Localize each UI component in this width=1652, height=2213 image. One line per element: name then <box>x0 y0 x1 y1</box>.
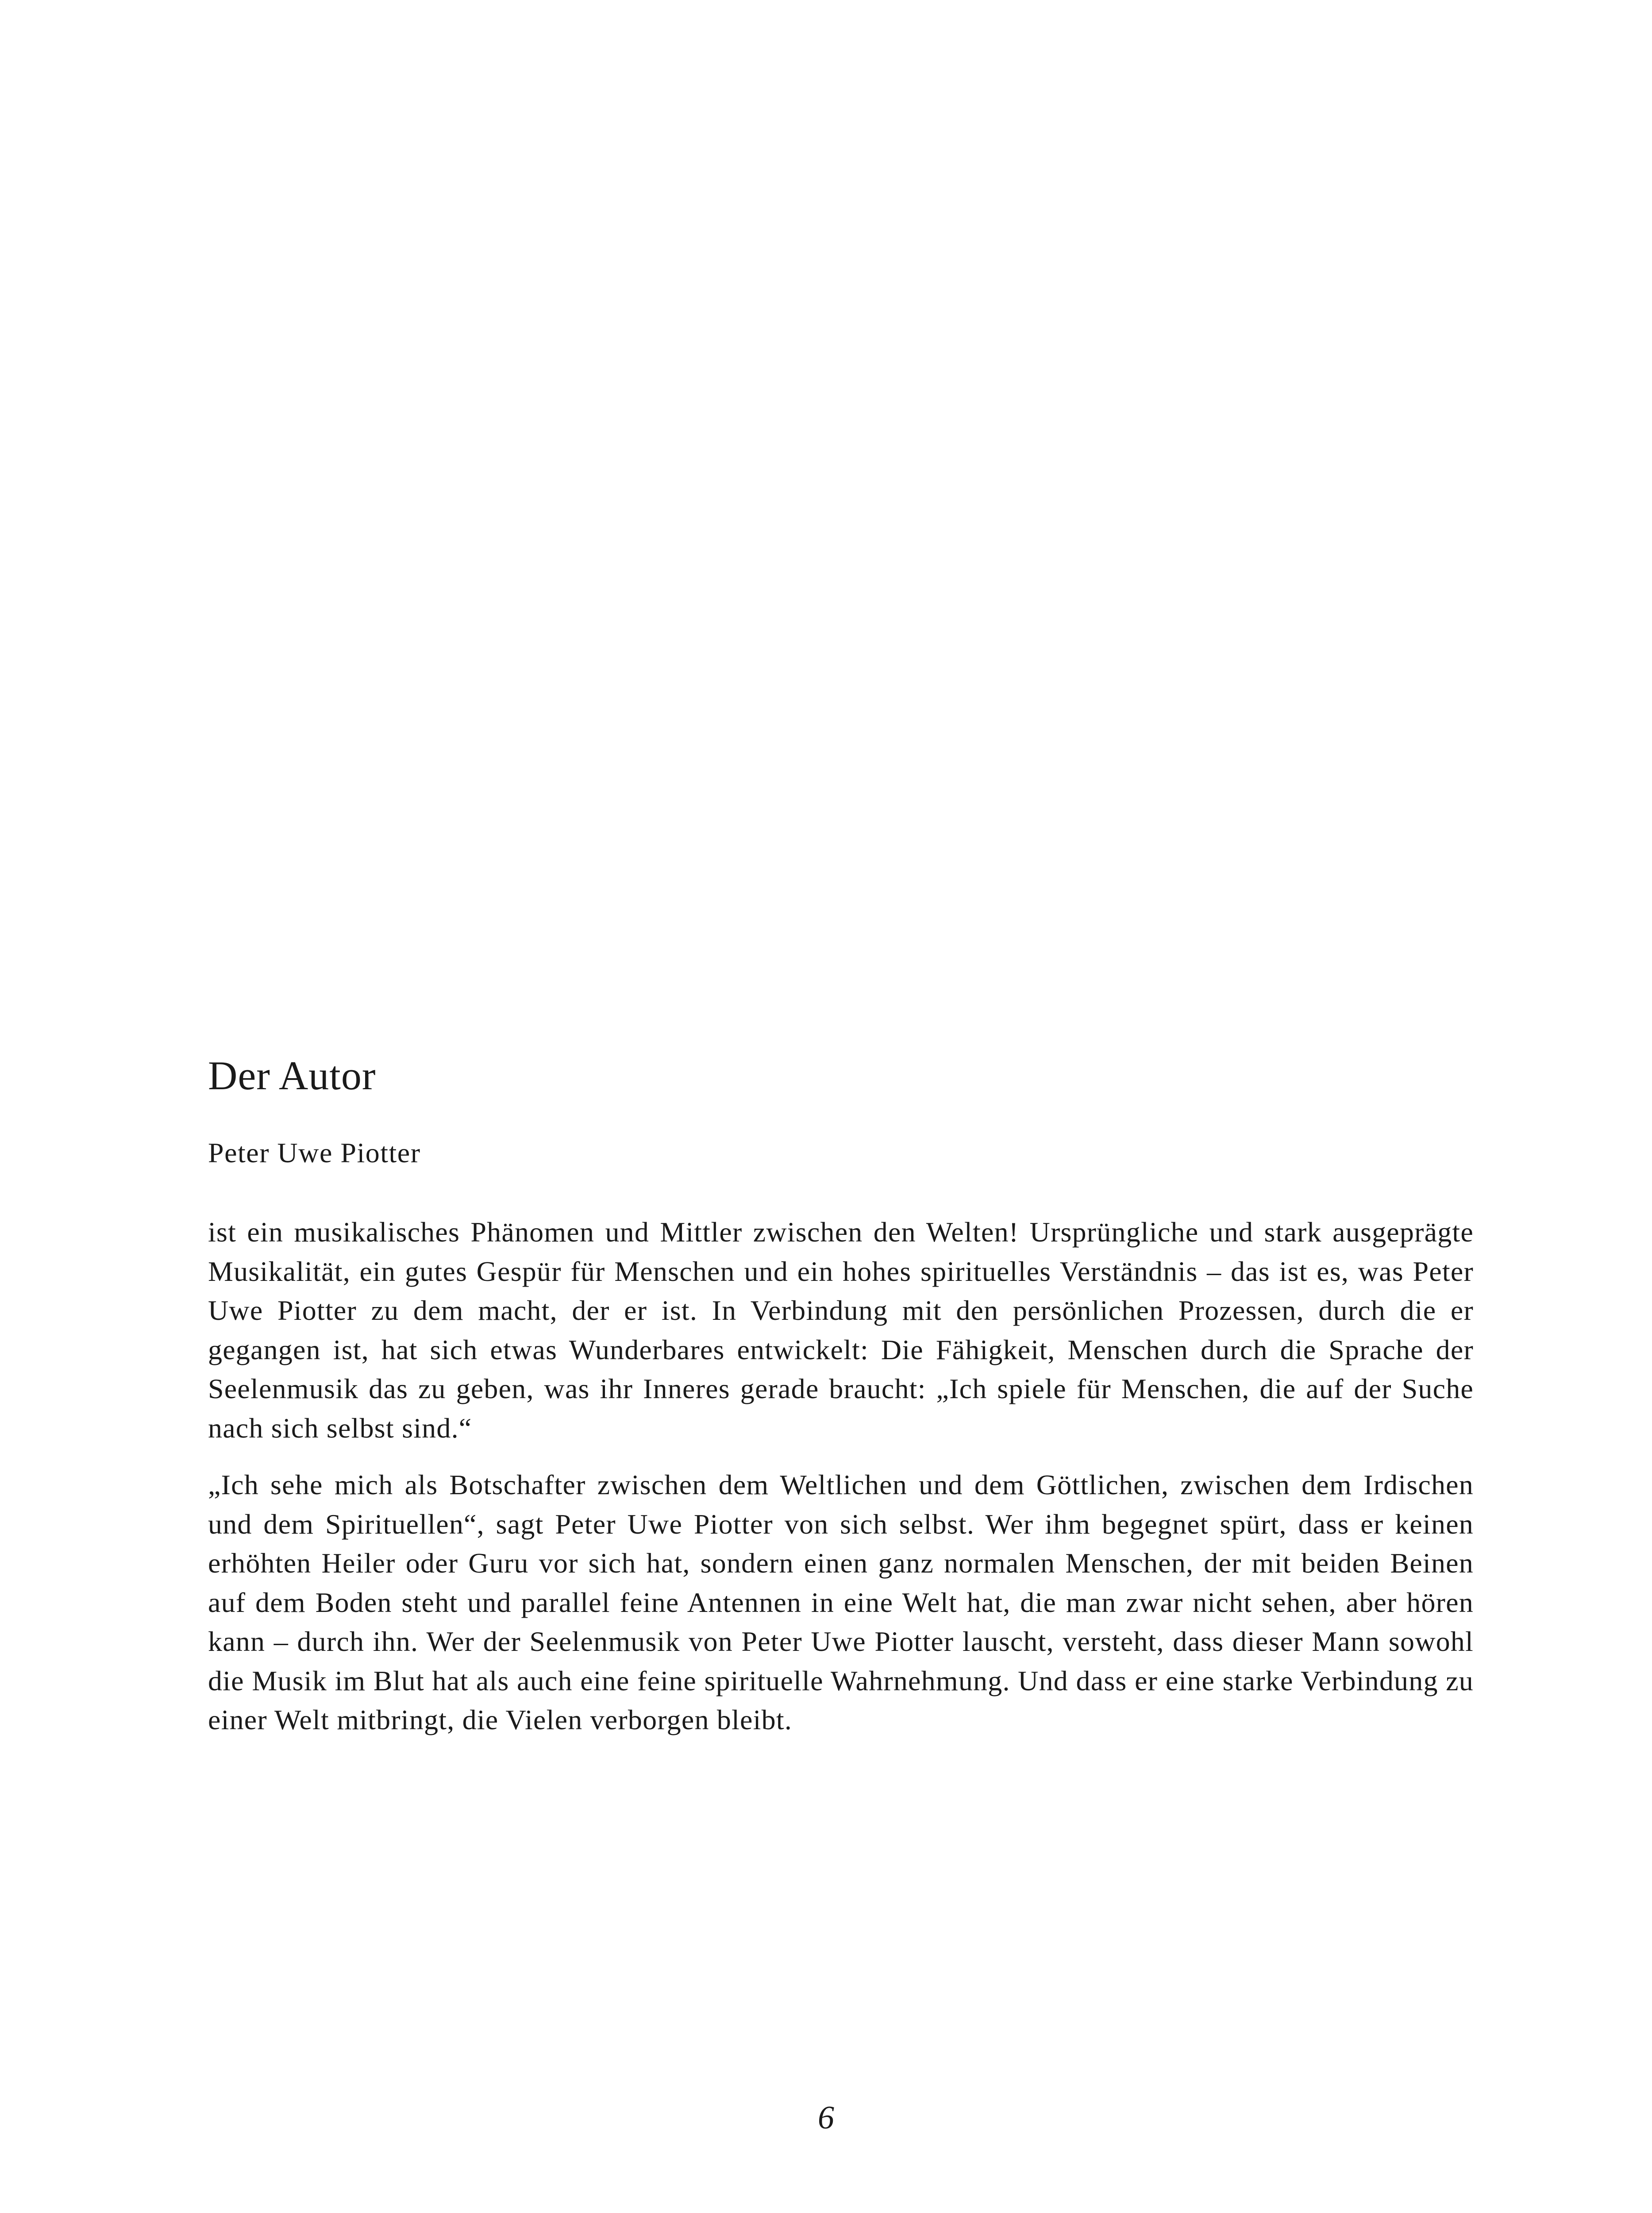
author-name: Peter Uwe Piotter <box>208 1137 421 1168</box>
page-number: 6 <box>818 2100 834 2136</box>
chapter-title: Der Autor <box>208 1053 376 1098</box>
body-paragraph-2: „Ich sehe mich als Botschafter zwischen dem Weltlichen und dem Göttlichen, zwischen dem Irdischen und dem Spirituellen“, sagt Peter Uwe Piotter von sich selbst. Wer ihm begegnet spürt, dass er keinen erhöhten Heiler oder Guru vor sich hat, sondern einen ganz normalen Menschen, der mit beiden Beinen auf dem Boden steht und parallel feine Antennen in eine Welt hat, die man zwar nicht sehen, aber hören kann – durch ihn. Wer der Seelenmusik von Peter Uwe Piotter lauscht, versteht, dass dieser Mann sowohl die Musik im Blut hat als auch eine feine spirituelle Wahrnehmung. Und dass er eine starke Verbindung zu einer Welt mitbringt, die Vielen verborgen bleibt. <box>208 1469 1474 1735</box>
body-paragraph-1: ist ein musikalisches Phänomen und Mittler zwischen den Welten! Ursprüngliche und stark ausgeprägte Musikalität, ein gutes Gespür für Menschen und ein hohes spirituelles Verständnis – das ist es, was Peter Uwe Piotter zu dem macht, der er ist. In Verbindung mit den persönlichen Prozessen, durch die er gegangen ist, hat sich etwas Wunderbares entwickelt: Die Fähigkeit, Menschen durch die Sprache der Seelenmusik das zu geben, was ihr Inneres gerade braucht: „Ich spiele für Menschen, die auf der Suche nach sich selbst sind.“ <box>208 1216 1474 1444</box>
page-content <box>208 1049 1474 1740</box>
